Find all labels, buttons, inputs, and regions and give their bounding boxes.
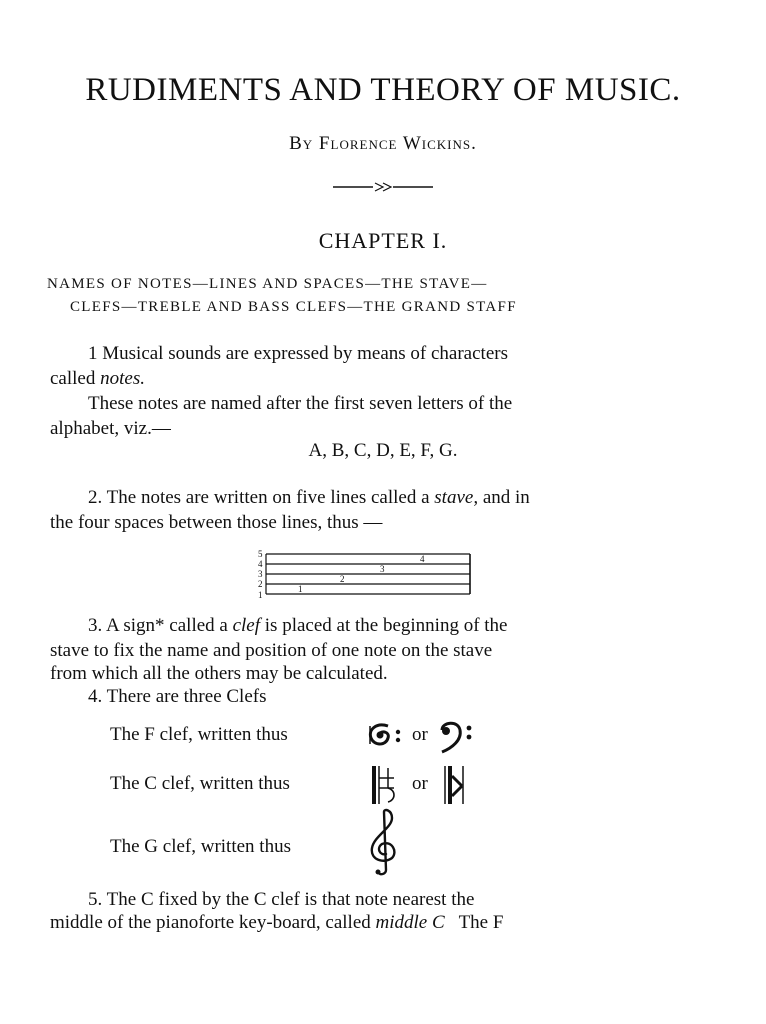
f-clef-icon [366,720,406,752]
para5-line2 [50,912,503,934]
stave-line-number: 5 [258,549,263,559]
f-clef-line: The F clef, written thus [110,724,288,745]
para1-line1: 1 Musical sounds are expressed by means of characters [88,343,508,364]
para2-line1-suffix: and in [478,487,530,508]
para3-line1-italic: clef [232,615,261,636]
para1-line2-italic: notes. [100,368,145,389]
para5-line2-italic: middle C [375,912,445,933]
page-title: RUDIMENTS AND THEORY OF MUSIC. [85,72,681,108]
stave-space-number: 4 [420,554,425,564]
c-clef-alt-icon [442,764,468,806]
para5-line2-suffix: The F [444,912,504,933]
stave-line-number: 1 [258,590,263,600]
or-text: or [412,773,428,794]
para3-line1-suffix: is placed at the beginning of the [260,615,508,636]
stave-space-number: 3 [380,564,385,574]
g-clef-line: The G clef, written thus [110,836,291,857]
para1-line4: alphabet, viz.— [50,418,171,439]
para2-line1 [88,487,530,509]
para4-line1: 4. There are three Clefs [88,686,267,707]
chapter-subtitle-line2: CLEFS—TREBLE AND BASS CLEFS—THE GRAND STAFF [70,299,517,315]
author-line: By Florence Wickins. [289,133,477,154]
chapter-subtitle-line1: NAMES OF NOTES—LINES AND SPACES—THE STAVE— [47,276,488,292]
chapter-heading: CHAPTER I. [318,228,448,253]
para5-line1: 5. The C fixed by the C clef is that note nearest the [88,889,475,910]
para3-line3: from which all the others may be calculated. [50,663,388,684]
f-clef-alt-icon [436,718,476,754]
para1-line2 [50,368,145,390]
para1-line3: These notes are named after the first seven letters of the [88,393,513,414]
stave-line-number: 4 [258,559,263,569]
para2-line1-italic: stave, [434,487,479,508]
c-clef-icon [370,764,400,806]
stave-space-number: 2 [340,574,345,584]
stave-line-number: 2 [258,579,263,589]
para2-line1-text: 2. The notes are written on five lines called a [88,487,435,508]
or-text: or [412,724,428,745]
g-clef-icon [366,808,402,878]
note-letters: A, B, C, D, E, F, G. [308,440,458,461]
ornament-divider-icon [333,180,433,194]
para3-line1 [88,615,508,637]
stave-diagram [258,548,473,600]
para2-line2: the four spaces between those lines, thus — [50,512,383,533]
para3-line1-text: 3. A sign* called a [88,615,233,636]
para1-line2-text: called [50,368,101,389]
stave-line-number: 3 [258,569,263,579]
para5-line2-text: middle of the pianoforte key-board, called [50,912,376,933]
stave-space-number: 1 [298,584,303,594]
para3-line2: stave to fix the name and position of one note on the stave [50,640,493,661]
c-clef-line: The C clef, written thus [110,773,290,794]
